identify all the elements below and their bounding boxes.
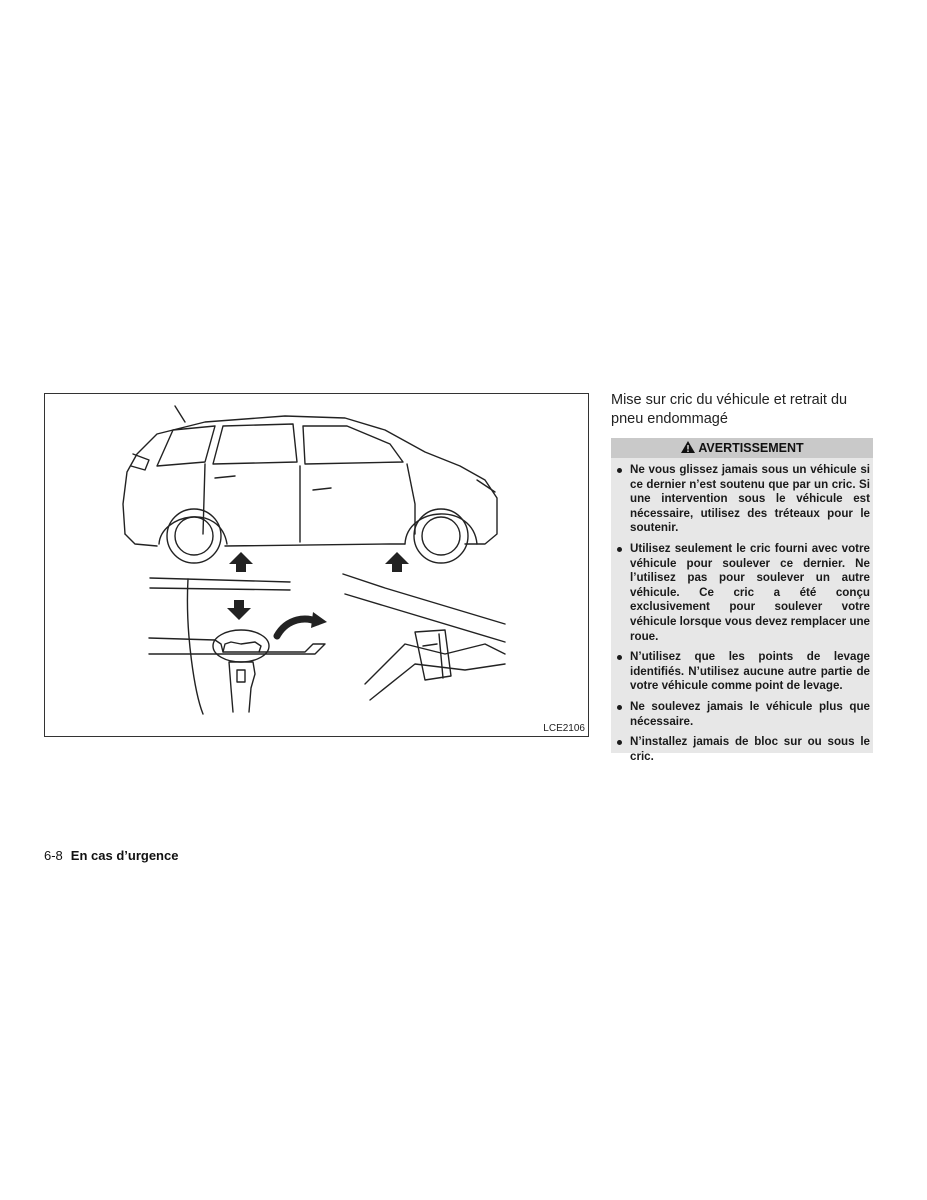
warning-item: Ne vous glissez jamais sous un véhicule si ce dernier n’est soutenu que par un cric. Si une intervention sous le véhicule est nécessaire, utilisez des tréteaux pour le soutenir. [617, 463, 870, 536]
warning-item: Utilisez seulement le cric fourni avec votre véhicule pour soulever ce dernier. Ne l’utilisez pas pour soulever un autre véhicule. Ce cric a été conçu exclusivement pour soulever votre véhicule lorsque vous devez remplacer une roue. [617, 542, 870, 644]
jacking-illustration [44, 393, 589, 737]
rear-door [203, 464, 300, 542]
middle-window [213, 424, 297, 464]
up-arrow-rear [229, 552, 253, 572]
bullet-icon [617, 468, 622, 473]
bullet-icon [617, 705, 622, 710]
figure-code: LCE2106 [543, 723, 585, 734]
bullet-icon [617, 655, 622, 660]
rotate-arrow [277, 619, 317, 636]
section-title: Mise sur cric du véhicule et retrait du pneu endommagé [611, 392, 848, 427]
warning-header [611, 438, 873, 458]
bullet-icon [617, 547, 622, 552]
warning-item: N’utilisez que les points de levage identifiés. N’utilisez aucune autre partie de votre véhicule comme point de levage. [617, 650, 870, 694]
warning-triangle-icon [680, 440, 696, 461]
down-arrow-jack-point [227, 600, 251, 620]
warning-item: Ne soulevez jamais le véhicule plus que nécessaire. [617, 700, 870, 729]
car-jack-diagram [45, 394, 588, 736]
warning-item: N’installez jamais de bloc sur ou sous le cric. [617, 735, 870, 764]
warning-box [611, 438, 873, 763]
sill-left [149, 638, 325, 654]
page-footer [44, 848, 178, 863]
page-number: 6-8 [44, 848, 63, 863]
antenna [175, 406, 185, 422]
chapter-title: En cas d’urgence [70, 848, 179, 863]
warning-list [611, 458, 873, 764]
bullet-icon [617, 740, 622, 745]
warning-heading: AVERTISSEMENT [698, 441, 804, 455]
front-wheel-arch [405, 514, 477, 544]
up-arrow-front [385, 552, 409, 572]
jack-right [365, 644, 505, 700]
